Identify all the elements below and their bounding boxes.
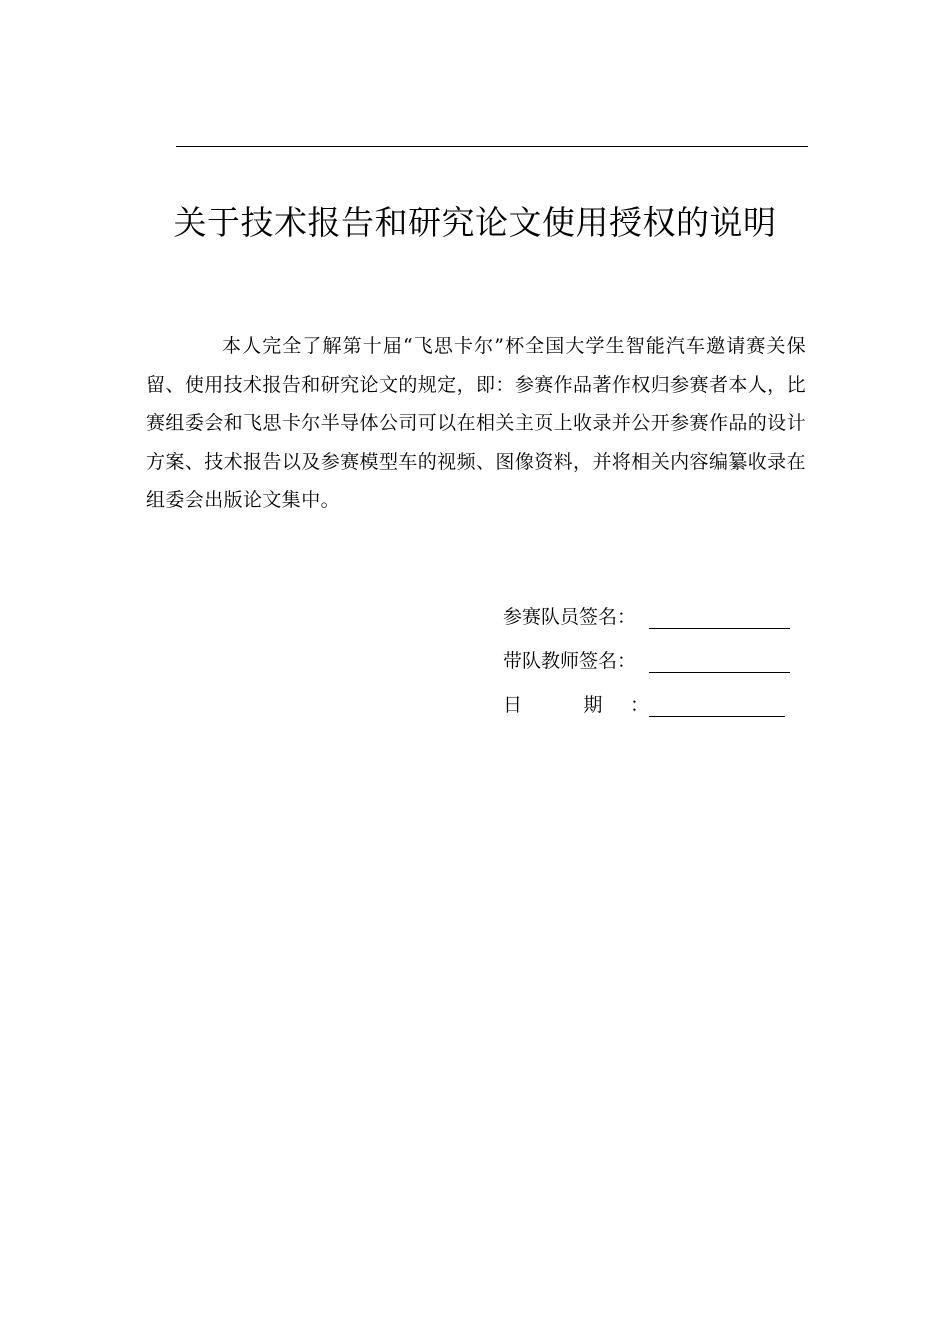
authorization-paragraph: 本人完全了解第十届“飞思卡尔”杯全国大学生智能汽车邀请赛关保留、使用技术报告和研究论文的规定，即：参赛作品著作权归参赛者本人，比赛组委会和飞思卡尔半导体公司可以在相关主页上收录并公开参赛作品的设计方案、技术报告以及参赛模型车的视频、图像资料，并将相关内容编纂收录在组委会出版论文集中。 xyxy=(146,335,806,511)
document-title: 关于技术报告和研究论文使用授权的说明 xyxy=(173,203,777,242)
date-label-end: 期： xyxy=(583,694,649,716)
teacher-signature-label: 带队教师签名： xyxy=(503,650,637,672)
date-label xyxy=(503,686,649,724)
team-member-signature-line[interactable] xyxy=(649,628,790,629)
date-line[interactable] xyxy=(649,716,785,717)
teacher-signature-line[interactable] xyxy=(649,672,790,673)
team-member-signature-row xyxy=(503,598,823,642)
header-rule xyxy=(176,146,808,147)
signature-block xyxy=(503,598,823,730)
date-label-start: 日 xyxy=(503,694,550,716)
teacher-signature-row xyxy=(503,642,823,686)
date-row xyxy=(503,686,823,730)
team-member-signature-label: 参赛队员签名： xyxy=(503,606,637,628)
